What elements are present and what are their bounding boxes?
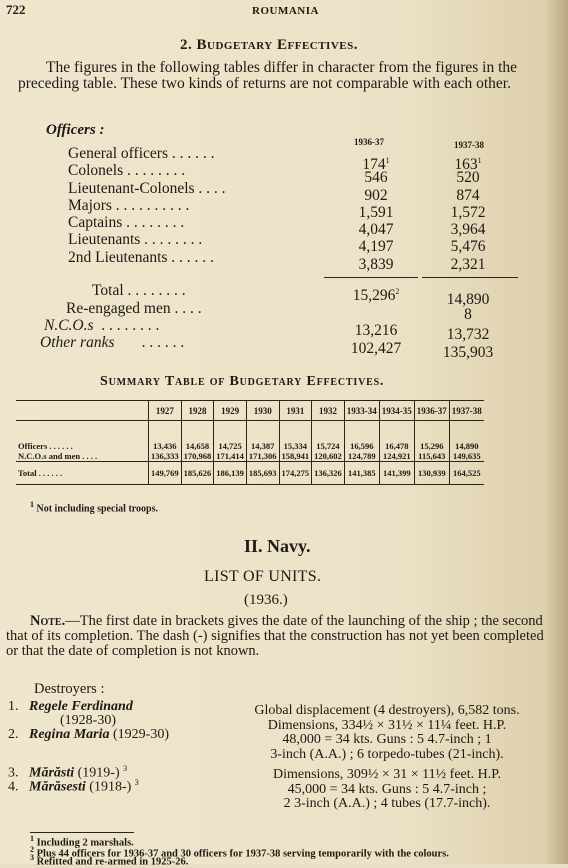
row-label: N.C.O.s and men . . . . (18, 451, 98, 461)
other-1936-37: 102,427 (350, 340, 402, 357)
table-cell: 3,964 (450, 221, 486, 239)
table-cell: 546 (364, 169, 388, 187)
year-header: 1931 (279, 401, 312, 421)
table-cell: 158,941 (279, 451, 312, 462)
total-label: Total . . . . . . . . (92, 282, 186, 299)
table-cell (16, 401, 149, 421)
summary-table (16, 400, 484, 485)
table-cell: 5,476 (450, 238, 486, 256)
values-1937-38 (428, 152, 508, 273)
table-cell: 902 (364, 186, 388, 204)
table-cell: 136,326 (312, 462, 345, 485)
table-cell: 15,296 (414, 421, 449, 452)
rank-label: Colonels . . . . . . . . (68, 162, 186, 180)
spec-line: 48,000 = 34 kts. Guns : 5 4.7-inch ; 1 (282, 732, 492, 747)
spec-line: 3-inch (A.A.) ; 6 torpedo-tubes (21-inch). (270, 746, 504, 762)
year-header: 1936-37 (414, 401, 449, 421)
section-title: 2. Budgetary Effectives. (180, 37, 358, 53)
total-rule-1 (324, 277, 418, 278)
table-row (16, 421, 484, 452)
other-ranks-label: Other ranks . . . . . . (40, 334, 185, 351)
table-cell: 4,047 (358, 221, 394, 239)
officers-heading: Officers : (46, 122, 105, 138)
spec-line: 2 3-inch (A.A.) ; 4 tubes (17.7-inch). (283, 796, 491, 811)
table-cell: 130,939 (414, 462, 449, 485)
total-1937-38: 14,890 (446, 291, 490, 308)
table-cell: 874 (456, 186, 480, 204)
table-cell: 136,333 (149, 451, 182, 462)
column-header-1937-38: 1937-38 (454, 140, 484, 150)
rank-label: Lieutenants . . . . . . . . (68, 231, 203, 249)
nco-1936-37: 13,216 (354, 322, 398, 339)
footnote: $^1$ Including 2 marshals. (30, 834, 134, 849)
list-item: 1. Regele Ferdinand (8, 699, 133, 714)
table-cell: 14,725 (214, 421, 247, 452)
rank-label: Captains . . . . . . . . (68, 214, 185, 232)
summary-footnote: $^1$ Not including special troops. (30, 500, 158, 515)
table-cell: 16,596 (344, 421, 379, 452)
table-cell: 171,414 (214, 451, 247, 462)
table-cell: 14,387 (246, 421, 279, 452)
destroyers-heading: Destroyers : (34, 681, 105, 697)
table-cell: 115,643 (414, 451, 449, 462)
rank-labels (68, 145, 226, 266)
year-header: 1933-34 (344, 401, 379, 421)
list-item: 4. Mărăsesti (1918-) $^3$ (8, 778, 139, 795)
intro-paragraph: The figures in the following tables differ in character from the figures in the preceding table. These two kinds of returns are not comparable with each other. (18, 59, 518, 92)
list-year: (1936.) (244, 592, 288, 608)
year-header: 1932 (312, 401, 345, 421)
rank-label: Majors . . . . . . . . . . (68, 196, 190, 214)
table-cell: 164,525 (449, 462, 484, 485)
footnote: $^2$ Plus 44 officers for 1936-37 and 30 officers for 1937-38 serving temporarily with the colours. (30, 845, 449, 860)
table-cell: 15,724 (312, 421, 345, 452)
navy-note: Note.—The first date in brackets gives the date of the launching of the ship ; the second that of its completion. The dash (-) signifies that the construction has not yet been completed or that the date of completion is not known. (6, 613, 544, 659)
table-cell: 16,478 (379, 421, 414, 452)
rank-label: Lieutenant-Colonels . . . . (68, 179, 226, 197)
nco-row-label: N.C.O.s . . . . . . . . (44, 317, 160, 334)
total-rule-2 (422, 277, 518, 278)
rank-label: 2nd Lieutenants . . . . . . (68, 248, 214, 266)
table-cell: 1,572 (450, 203, 486, 221)
row-label: Officers . . . . . . (18, 441, 73, 451)
footnote-rule (30, 832, 134, 833)
table-cell: 15,334 (279, 421, 312, 452)
table-cell: 1,591 (358, 203, 394, 221)
table-cell: 3,839 (358, 255, 394, 273)
table-cell: 2,321 (450, 255, 486, 273)
year-header: 1930 (246, 401, 279, 421)
year-header: 1927 (149, 401, 182, 421)
table-cell: 520 (456, 169, 480, 187)
list-item: 3. Mărăsti (1919-) $^3$ (8, 764, 128, 781)
table-cell: 141,399 (379, 462, 414, 485)
spec-line: 45,000 = 34 kts. Guns : 5 4.7-inch ; (287, 781, 487, 797)
table-row (16, 451, 484, 462)
spec-line: Dimensions, 334½ × 31½ × 11¼ feet. H.P. (267, 717, 507, 733)
table-cell: 124,789 (344, 451, 379, 462)
destroyer-spec-2 (224, 768, 550, 812)
column-header-1936-37: 1936-37 (354, 137, 384, 147)
table-cell: 124,921 (379, 451, 414, 462)
year-header: 1934-35 (379, 401, 414, 421)
destroyer-spec-1 (224, 704, 550, 762)
ship-years: (1928-30) (60, 713, 116, 728)
table-cell: 186,139 (214, 462, 247, 485)
table-cell: 185,626 (181, 462, 214, 485)
table-cell: 13,436 (149, 421, 182, 452)
table-cell: 170,968 (181, 451, 214, 462)
table-row (16, 462, 484, 485)
table-cell: 149,769 (149, 462, 182, 485)
table-cell: 14,658 (181, 421, 214, 452)
year-header: 1937-38 (449, 401, 484, 421)
table-cell: 4,197 (358, 238, 394, 256)
table-header-row (16, 401, 484, 421)
table-cell: 149,635 (449, 451, 484, 462)
table-cell: 120,602 (312, 451, 345, 462)
table-cell: $174^1$ (362, 156, 390, 174)
total-1936-37: 15,296$^2$ (352, 287, 400, 305)
nco-1937-38: 13,732 (446, 326, 490, 343)
table-cell: 185,693 (246, 462, 279, 485)
row-label: Total . . . . . . (16, 462, 149, 485)
year-header: 1929 (214, 401, 247, 421)
navy-heading: II. Navy. (244, 536, 311, 556)
table-cell: 141,385 (344, 462, 379, 485)
table-cell: 14,890 (449, 421, 484, 452)
spec-line: Global displacement (4 destroyers), 6,582 tons. (254, 703, 520, 718)
table-cell: $163^1$ (454, 156, 482, 174)
table-cell: 174,275 (279, 462, 312, 485)
rank-label: General officers . . . . . . (68, 145, 215, 162)
year-header: 1928 (181, 401, 214, 421)
reengaged-value: 8 (464, 306, 472, 323)
summary-title: Summary Table of Budgetary Effectives. (100, 374, 385, 389)
page-number: 722 (6, 2, 26, 17)
spec-line: Dimensions, 309½ × 31 × 11½ feet. H.P. (273, 767, 501, 782)
reengaged-label: Re-engaged men . . . . (66, 300, 202, 317)
other-1937-38: 135,903 (442, 344, 494, 361)
list-item: 2. Regina Maria (1929-30) (8, 727, 170, 742)
running-head: ROUMANIA (252, 5, 319, 17)
list-of-units-title: LIST OF UNITS. (204, 568, 322, 585)
values-1936-37 (336, 152, 416, 273)
footnote: $^3$ Refitted and re-armed in 1925-26. (30, 853, 189, 868)
table-cell: 171,306 (246, 451, 279, 462)
